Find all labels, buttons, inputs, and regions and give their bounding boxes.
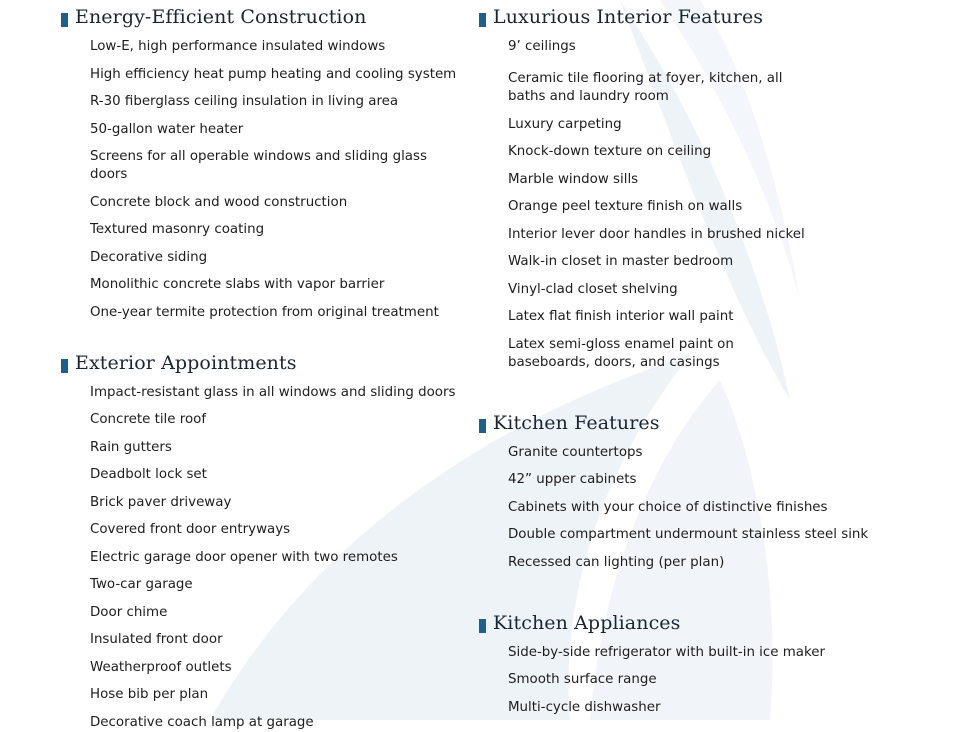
kitchen-features-section-header — [478, 410, 898, 440]
energy-section-header — [60, 4, 460, 34]
list-item: Interior lever door handles in brushed nickel — [508, 226, 805, 242]
list-item: Monolithic concrete slabs with vapor barrier — [90, 277, 385, 292]
list-item: Multi-cycle dishwasher — [508, 699, 661, 715]
interior-list — [478, 38, 898, 372]
list-item: Walk-in closet in master bedroom — [508, 254, 734, 269]
list-item: Low-E, high performance insulated windows — [90, 39, 386, 54]
list-item: Weatherproof outlets — [90, 659, 232, 675]
list-item: Decorative coach lamp at garage — [90, 714, 314, 730]
left-column — [60, 0, 460, 730]
interior-section-title: Luxurious Interior Features — [493, 6, 764, 28]
list-item: Concrete tile roof — [90, 412, 207, 427]
kitchen-features-section-title: Kitchen Features — [493, 411, 660, 434]
list-item: Cabinets with your choice of distinctive finishes — [508, 499, 828, 515]
list-item: Hose bib per plan — [90, 687, 209, 702]
list-item: Concrete block and wood construction — [90, 194, 348, 210]
heading-marker-icon — [61, 359, 68, 373]
list-item: Insulated front door — [90, 632, 223, 647]
kitchen-features-section — [478, 410, 898, 572]
kitchen-features-list — [478, 444, 898, 572]
heading-marker-icon — [61, 13, 68, 27]
list-item: Luxury carpeting — [508, 116, 622, 132]
exterior-section — [60, 350, 460, 732]
interior-section-header — [478, 4, 898, 34]
exterior-list — [60, 384, 460, 732]
list-item: Door chime — [90, 604, 168, 620]
heading-marker-icon — [479, 13, 486, 27]
heading-marker-icon — [479, 419, 486, 433]
interior-section — [478, 4, 898, 372]
list-item: Recessed can lighting (per plan) — [508, 554, 725, 570]
list-item: Screens for all operable windows and sliding glass doors — [90, 149, 427, 182]
list-item: Decorative siding — [90, 249, 208, 265]
list-item: Smooth surface range — [508, 672, 657, 687]
list-item: Deadbolt lock set — [90, 467, 207, 482]
list-item: 50-gallon water heater — [90, 121, 244, 137]
list-item: R-30 fiberglass ceiling insulation in living area — [90, 94, 399, 109]
list-item: 42” upper cabinets — [508, 472, 637, 487]
exterior-section-title: Exterior Appointments — [75, 351, 297, 374]
list-item: 9’ ceilings — [508, 39, 576, 54]
list-item: Side-by-side refrigerator with built-in ice maker — [508, 644, 826, 660]
list-item: Brick paver driveway — [90, 494, 232, 510]
kitchen-appliances-section-header — [478, 610, 898, 640]
list-item: Covered front door entryways — [90, 522, 291, 537]
heading-marker-icon — [479, 619, 486, 633]
list-item: Ceramic tile flooring at foyer, kitchen, all baths and laundry room — [508, 71, 783, 104]
list-item: One-year termite protection from original treatment — [90, 304, 439, 320]
list-item: Textured masonry coating — [90, 222, 265, 237]
list-item: Knock-down texture on ceiling — [508, 144, 712, 159]
list-item: Vinyl-clad closet shelving — [508, 281, 678, 297]
list-item: Rain gutters — [90, 439, 172, 455]
list-item: High efficiency heat pump heating and cooling system — [90, 66, 457, 82]
energy-list — [60, 38, 460, 322]
kitchen-appliances-list — [478, 644, 898, 717]
list-item: Two-car garage — [90, 577, 193, 592]
right-column — [478, 0, 898, 715]
list-item: Double compartment undermount stainless steel sink — [508, 527, 869, 542]
kitchen-appliances-section — [478, 610, 898, 717]
kitchen-appliances-section-title: Kitchen Appliances — [493, 611, 681, 634]
list-item: Orange peel texture finish on walls — [508, 199, 743, 214]
exterior-section-header — [60, 350, 460, 380]
list-item: Impact-resistant glass in all windows and sliding doors — [90, 384, 456, 400]
list-item: Granite countertops — [508, 444, 643, 460]
list-item: Electric garage door opener with two remotes — [90, 549, 398, 565]
list-item: Latex flat finish interior wall paint — [508, 309, 734, 324]
energy-section-title: Energy-Efficient Construction — [75, 6, 367, 28]
list-item: Latex semi-gloss enamel paint on baseboards, doors, and casings — [508, 336, 734, 370]
energy-section — [60, 4, 460, 322]
list-item: Marble window sills — [508, 171, 639, 187]
